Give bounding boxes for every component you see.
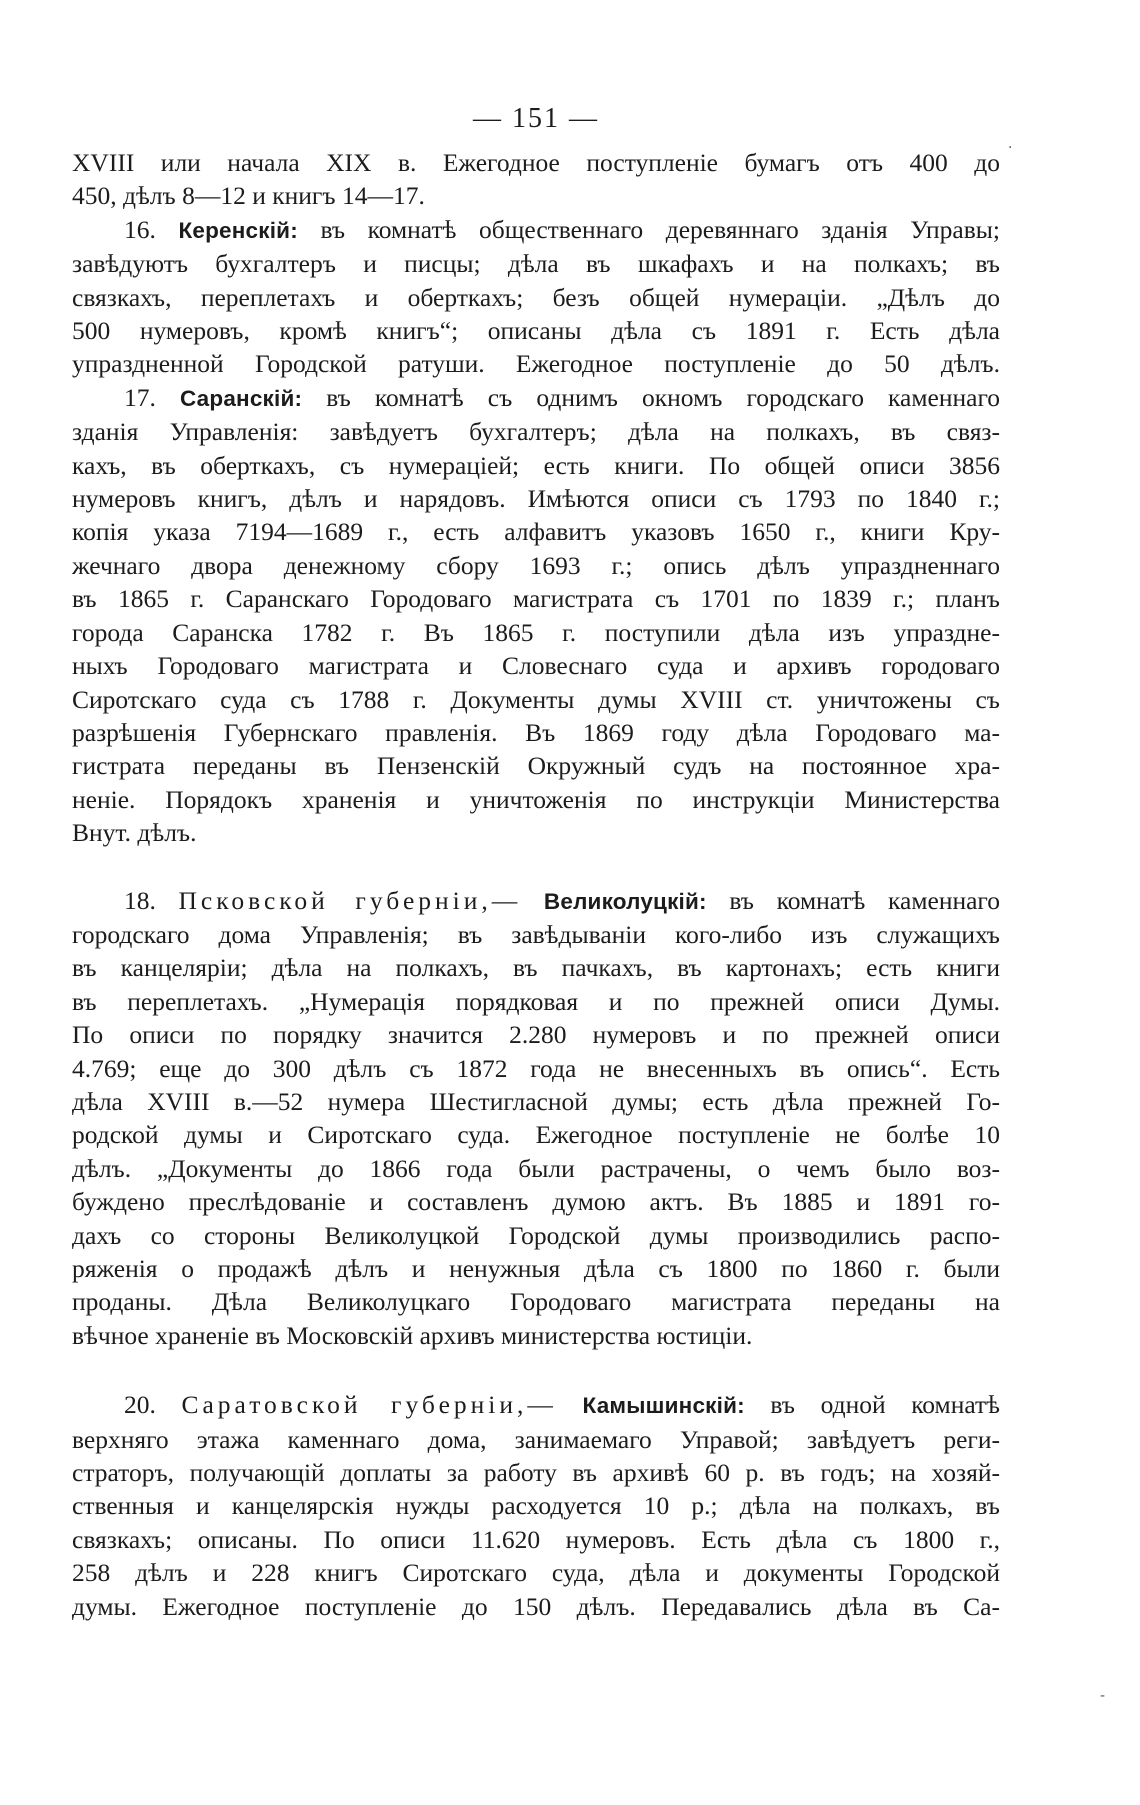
text-fragment: въ комнатѣ каменнаго: [729, 885, 1000, 915]
text-line: разрѣшенія Губернскаго правленія. Въ 1869 году дѣла Городоваго ма-: [72, 717, 1000, 747]
text-line: проданы. Дѣла Великолуцкаго Городоваго магистрата переданы на: [72, 1287, 1000, 1317]
text-line: ныхъ Городоваго магистрата и Словеснаго суда и архивъ городоваго: [72, 651, 1000, 681]
text-line: въ переплетахъ. „Нумерація порядковая и по прежней описи Думы.: [72, 986, 1000, 1016]
text-line: страторъ, получающій доплаты за работу въ архивѣ 60 р. въ годъ; на хозяй-: [72, 1458, 1000, 1488]
text-line: верхняго этажа каменнаго дома, занимаемаго Управой; завѣдуетъ реги-: [72, 1424, 1000, 1454]
text-line: XVIII или начала XIX в. Ежегодное поступленіе бумагъ отъ 400 до: [72, 148, 1000, 177]
text-line: вѣчное храненіе въ Московскій архивъ министерства юстиціи.: [72, 1320, 753, 1350]
text-line: кахъ, въ оберткахъ, съ нумераціей; есть книги. По общей описи 3856: [72, 450, 1000, 480]
province-name: Псковской губерніи,—: [178, 885, 522, 915]
entry-number: 18.: [124, 885, 156, 915]
text-line: копія указа 7194—1689 г., есть алфавитъ указовъ 1650 г., книги Кру-: [72, 517, 1000, 547]
text-line: въ 1865 г. Саранскаго Городоваго магистрата съ 1701 по 1839 г.; планъ: [72, 584, 1000, 614]
text-fragment: въ комнатѣ общественнаго деревяннаго зданія Управы;: [320, 214, 1001, 244]
entry-17-saransk: [72, 381, 1000, 850]
text-line: родской думы и Сиротскаго суда. Ежегодное поступленіе не болѣе 10: [72, 1120, 1000, 1150]
text-fragment: въ одной комнатѣ: [770, 1390, 1000, 1420]
text-line: города Саранска 1782 г. Въ 1865 г. поступили дѣла изъ упраздне-: [72, 617, 1000, 647]
entry-name: Великолуцкій:: [543, 888, 707, 914]
text-line: нумеровъ книгъ, дѣлъ и нарядовъ. Имѣются описи съ 1793 по 1840 г.;: [72, 484, 1000, 514]
text-line: Внут. дѣлъ.: [72, 818, 197, 848]
text-line: неніе. Порядокъ храненія и уничтоженія по инструкціи Министерства: [72, 784, 1000, 814]
text-line: [72, 1388, 1000, 1422]
text-fragment: въ комнатѣ съ однимъ окномъ городскаго каменнаго: [326, 382, 1001, 412]
scan-speck: ·: [1008, 140, 1013, 156]
text-line: [72, 884, 1000, 918]
text-line: ряженія о продажѣ дѣлъ и ненужныя дѣла съ 1800 по 1860 г. были: [72, 1254, 1000, 1283]
page-number: — 151 —: [473, 103, 599, 134]
text-line: зданія Управленія: завѣдуетъ бухгалтеръ; дѣла на полкахъ, въ связ-: [72, 417, 1000, 447]
section-gap: [72, 1352, 1000, 1388]
text-line: связкахъ, переплетахъ и оберткахъ; безъ общей нумераціи. „Дѣлъ до: [72, 282, 1000, 312]
entry-name: Керенскій:: [178, 217, 298, 243]
text-line: городскаго дома Управленія; въ завѣдываніи кого-либо изъ служащихъ: [72, 919, 1000, 949]
text-line: упраздненной Городской ратуши. Ежегодное поступленіе до 50 дѣлъ.: [72, 349, 1000, 379]
section-gap: [72, 850, 1000, 884]
text-line: буждено преслѣдованіе и составленъ думою актъ. Въ 1885 и 1891 го-: [72, 1187, 1000, 1217]
text-line: [72, 213, 1000, 247]
text-line: думы. Ежегодное поступленіе до 150 дѣлъ. Передавались дѣла въ Са-: [72, 1591, 1000, 1621]
entry-18-velikie-luki: [72, 884, 1000, 1353]
text-line: дѣла XVIII в.—52 нумера Шестигласной думы; есть дѣла прежней Го-: [72, 1086, 1000, 1116]
entry-number: 20.: [124, 1390, 156, 1420]
document-page: [72, 96, 1000, 1623]
text-line: дѣлъ. „Документы до 1866 года были растрачены, о чемъ было воз-: [72, 1153, 1000, 1183]
paragraph-intro: [72, 146, 1000, 213]
text-line: По описи по порядку значится 2.280 нумеровъ и по прежней описи: [72, 1020, 1000, 1050]
text-line: жечнаго двора денежному сбору 1693 г.; опись дѣлъ упраздненнаго: [72, 550, 1000, 580]
entry-number: 16.: [124, 214, 156, 244]
entry-16-kerensky: [72, 213, 1000, 381]
text-line: 258 дѣлъ и 228 книгъ Сиротскаго суда, дѣла и документы Городской: [72, 1558, 1000, 1588]
scan-speck: ‐: [1100, 1688, 1106, 1704]
text-line: ственныя и канцелярскія нужды расходуется 10 р.; дѣла на полкахъ, въ: [72, 1491, 1000, 1521]
text-line: 4.769; еще до 300 дѣлъ съ 1872 года не внесенныхъ въ опись“. Есть: [72, 1053, 1000, 1083]
text-line: 500 нумеровъ, кромѣ книгъ“; описаны дѣла съ 1891 г. Есть дѣла: [72, 316, 1000, 346]
text-line: дахъ со стороны Великолуцкой Городской думы производились распо-: [72, 1220, 1000, 1250]
text-line: Сиротскаго суда съ 1788 г. Документы думы XVIII ст. уничтожены съ: [72, 684, 1000, 714]
province-name: Саратовской губерніи,—: [181, 1390, 557, 1420]
entry-number: 17.: [124, 382, 156, 412]
entry-20-kamyshin: [72, 1388, 1000, 1623]
text-line: [72, 381, 1000, 415]
entry-name: Камышинскій:: [582, 1393, 745, 1419]
text-line: завѣдуютъ бухгалтеръ и писцы; дѣла въ шкафахъ и на полкахъ; въ: [72, 249, 1000, 279]
text-line: связкахъ; описаны. По описи 11.620 нумеровъ. Есть дѣла съ 1800 г.,: [72, 1524, 1000, 1554]
text-line: гистрата переданы въ Пензенскій Окружный судъ на постоянное хра-: [72, 751, 1000, 781]
text-line: 450, дѣлъ 8—12 и книгъ 14—17.: [72, 181, 425, 211]
entry-name: Саранскій:: [179, 385, 303, 411]
text-line: въ канцеляріи; дѣла на полкахъ, въ пачкахъ, въ картонахъ; есть книги: [72, 953, 1000, 983]
